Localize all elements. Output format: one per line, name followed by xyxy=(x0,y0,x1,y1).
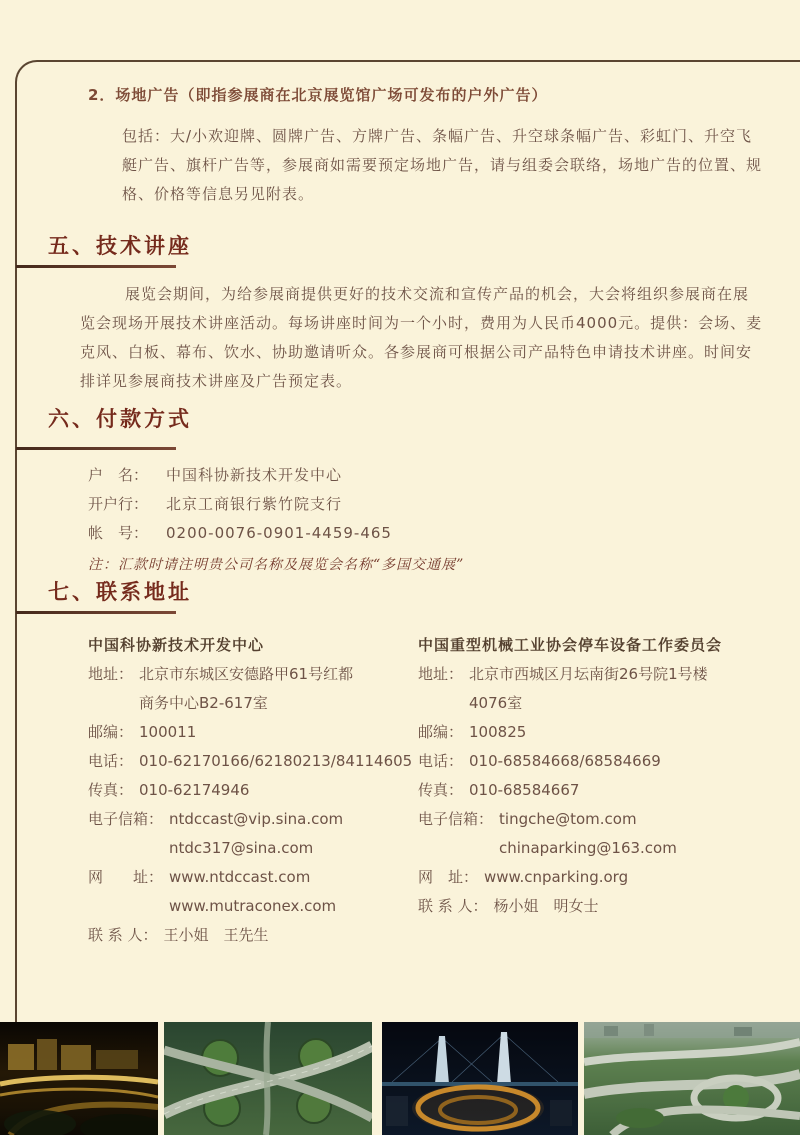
contact-value xyxy=(169,863,336,921)
contact-line: tingche@tom.com xyxy=(499,810,637,828)
contact-line: 北京市西城区月坛南街26号院1号楼 xyxy=(469,665,708,683)
contact-label: 邮编： xyxy=(88,723,134,741)
contact-row-website xyxy=(88,863,418,921)
contact-line: 010-68584668/68584669 xyxy=(469,752,661,770)
contact-org-title: 中国重型机械工业协会停车设备工作委员会 xyxy=(418,636,723,654)
contact-line: 010-62170166/62180213/84114605 xyxy=(139,752,413,770)
section-title-contacts: 七、联系地址 xyxy=(48,580,192,604)
section-underline-payment xyxy=(16,447,176,450)
contact-value xyxy=(169,805,343,863)
section-underline-lecture xyxy=(16,265,176,268)
contact-row-zip xyxy=(88,718,418,747)
contact-column-parking-association xyxy=(418,631,794,921)
contact-row-person xyxy=(88,921,418,950)
contact-line: 100825 xyxy=(469,723,527,741)
payment-label: 帐 号： xyxy=(88,524,149,542)
contact-line: 010-68584667 xyxy=(469,781,580,799)
contact-line: 010-62174946 xyxy=(139,781,250,799)
venue-ads-heading: 2．场地广告（即指参展商在北京展览馆广场可发布的户外广告） xyxy=(88,86,548,104)
contact-line: 100011 xyxy=(139,723,197,741)
payment-row-bank xyxy=(88,490,464,519)
contact-label: 电话： xyxy=(88,752,134,770)
contact-row-website xyxy=(418,863,794,892)
payment-note: 注：汇款时请注明贵公司名称及展览会名称“多国交通展” xyxy=(88,557,465,573)
contact-row-person xyxy=(418,892,794,921)
contact-value xyxy=(139,718,196,747)
lecture-paragraph: 展览会期间，为给参展商提供更好的技术交流和宣传产品的机会，大会将组织参展商在展览会现场开展技术讲座活动。每场讲座时间为一个小时，费用为人民币4000元。提供：会场、麦克风、白板、幕布、饮水、协助邀请听众。各参展商可根据公司产品特色申请技术讲座。时间安排详见参展商技术讲座及广告预定表。 xyxy=(80,285,763,390)
photo-strip xyxy=(0,1022,800,1135)
photo-night-city-elevated-road xyxy=(0,1022,158,1135)
venue-ads-body: 包括：大/小欢迎牌、圆牌广告、方牌广告、条幅广告、升空球条幅广告、彩虹门、升空飞艇广告、旗杆广告等，参展商如需要预定场地广告，请与组委会联络，场地广告的位置、规格、价格等信息另见附表。 xyxy=(122,127,763,203)
contact-label: 地址： xyxy=(418,665,464,683)
contact-value xyxy=(469,660,708,718)
contact-column-ntdc xyxy=(88,631,418,950)
contact-label: 电子信箱： xyxy=(418,810,494,828)
payment-value: 北京工商银行紫竹院支行 xyxy=(166,495,343,513)
contact-label: 联 系 人： xyxy=(418,897,488,915)
payment-row-account-name xyxy=(88,461,464,490)
contact-label: 联 系 人： xyxy=(88,926,158,944)
photo-bridge-spiral-night xyxy=(382,1022,578,1135)
contact-line: ntdccast@vip.sina.com xyxy=(169,810,344,828)
contact-value xyxy=(139,660,353,718)
contact-label: 网 址： xyxy=(418,868,479,886)
contact-value xyxy=(499,805,677,863)
contact-row-email xyxy=(418,805,794,863)
contact-row-phone xyxy=(88,747,418,776)
contact-value xyxy=(484,863,628,892)
contact-row-fax xyxy=(418,776,794,805)
contact-value xyxy=(139,747,412,776)
contact-row-address xyxy=(418,660,794,718)
contact-value xyxy=(494,892,599,921)
contact-line: www.ntdccast.com xyxy=(169,868,311,886)
contact-line: 北京市东城区安德路甲61号红都 xyxy=(139,665,354,683)
contact-line: 杨小姐 明女士 xyxy=(493,897,599,915)
contact-value xyxy=(139,776,249,805)
contact-line: chinaparking@163.com xyxy=(499,839,677,857)
contact-label: 传真： xyxy=(418,781,464,799)
contact-label: 邮编： xyxy=(418,723,464,741)
contact-value xyxy=(469,718,526,747)
payment-value: 中国科协新技术开发中心 xyxy=(166,466,343,484)
contact-row-address xyxy=(88,660,418,718)
contact-row-email xyxy=(88,805,418,863)
contact-label: 电子信箱： xyxy=(88,810,164,828)
contact-row-phone xyxy=(418,747,794,776)
photo-aerial-interchange-day xyxy=(584,1022,800,1135)
contact-label: 电话： xyxy=(418,752,464,770)
contact-value xyxy=(164,921,269,950)
payment-row-account-number xyxy=(88,519,464,548)
contact-label: 地址： xyxy=(88,665,134,683)
photo-cloverleaf-interchange-day xyxy=(164,1022,372,1135)
contact-line: 王小姐 王先生 xyxy=(163,926,269,944)
contact-value xyxy=(469,747,661,776)
contact-row-fax xyxy=(88,776,418,805)
payment-label: 户 名： xyxy=(88,466,149,484)
payment-label: 开户行： xyxy=(88,495,149,513)
contact-line: 商务中心B2-617室 xyxy=(139,694,268,712)
contact-label: 网 址： xyxy=(88,868,164,886)
payment-value: 0200-0076-0901-4459-465 xyxy=(166,524,392,542)
section-underline-contacts xyxy=(16,611,176,614)
contact-line: 4076室 xyxy=(469,694,523,712)
payment-block xyxy=(88,461,464,578)
contact-row-zip xyxy=(418,718,794,747)
contact-line: www.mutraconex.com xyxy=(169,897,337,915)
contact-label: 传真： xyxy=(88,781,134,799)
contact-value xyxy=(469,776,579,805)
contact-org-title: 中国科协新技术开发中心 xyxy=(88,636,265,654)
section-title-payment: 六、付款方式 xyxy=(48,407,192,431)
section-title-lecture: 五、技术讲座 xyxy=(48,234,192,258)
contact-line: www.cnparking.org xyxy=(484,868,629,886)
contact-line: ntdc317@sina.com xyxy=(169,839,314,857)
